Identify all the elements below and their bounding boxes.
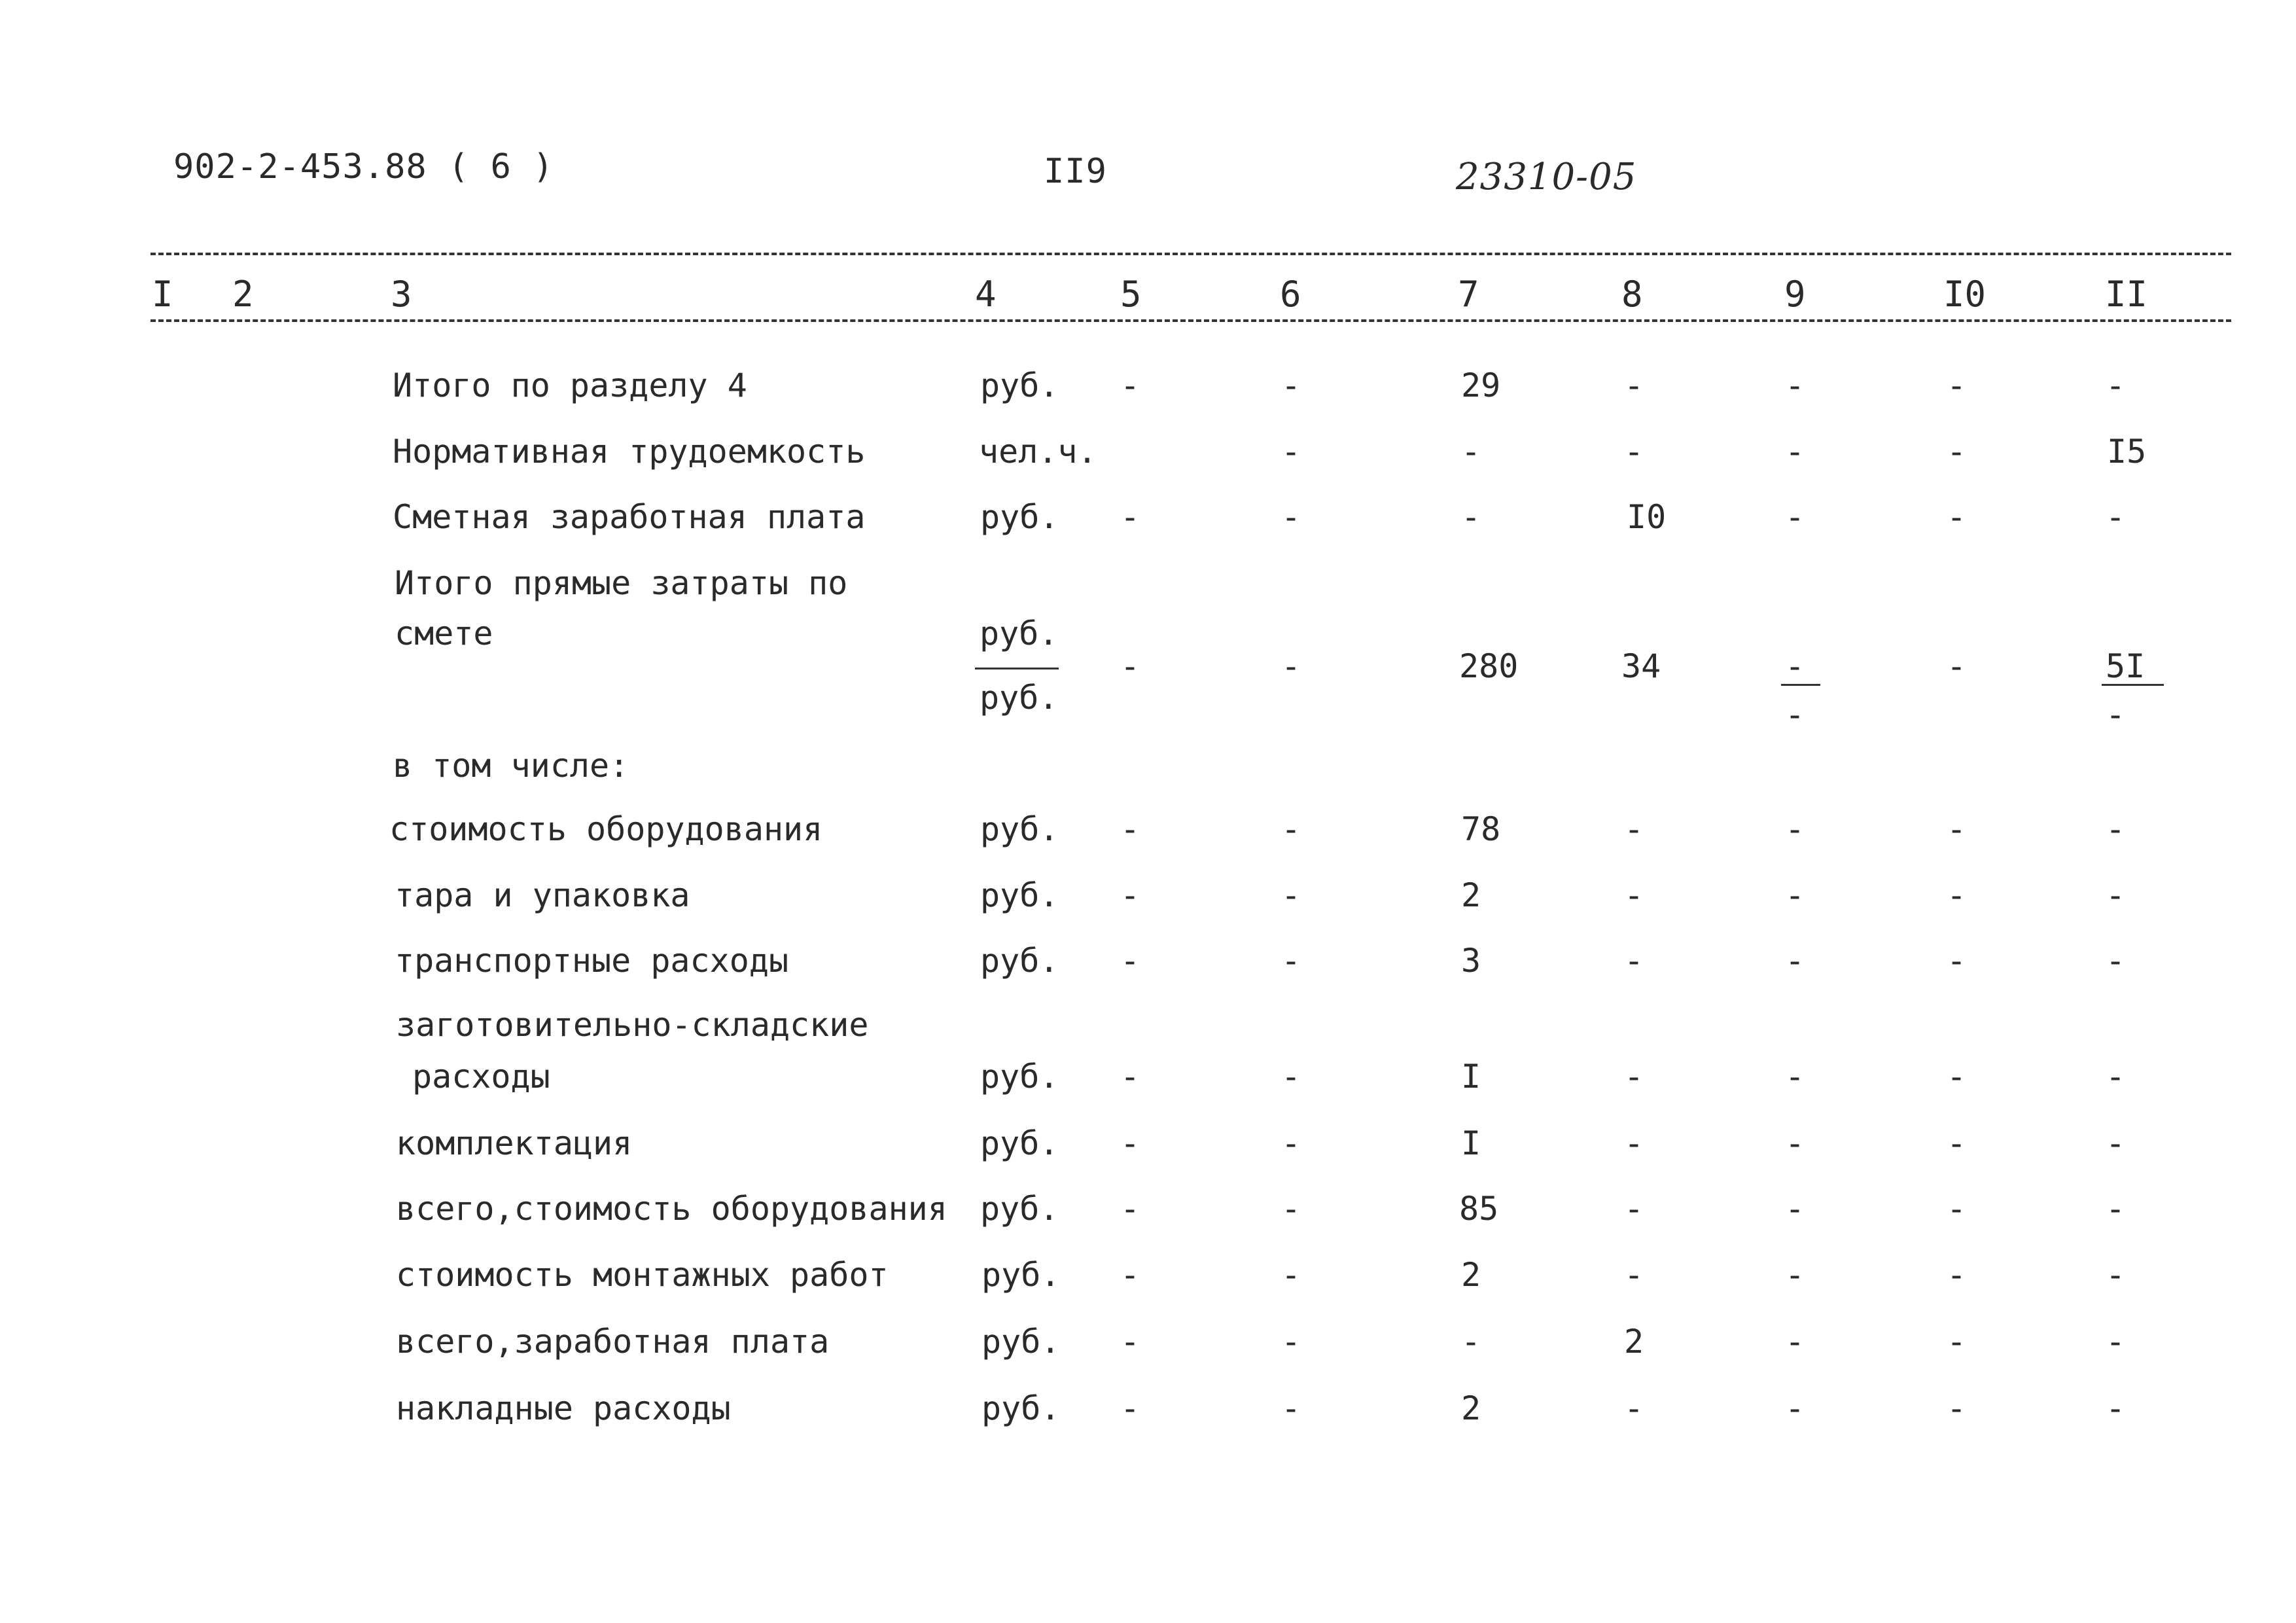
page-number: II9	[1044, 152, 1107, 191]
column-number-4: 4	[975, 274, 997, 315]
value-cell: -	[1281, 366, 1301, 404]
row-label: всего,заработная плата	[396, 1323, 830, 1361]
value-cell: -	[1281, 433, 1301, 471]
unit-cell-top: руб.	[980, 615, 1059, 652]
value-cell: -	[1947, 647, 1967, 685]
value-cell: 29	[1461, 366, 1501, 404]
value-cell: -	[1624, 1389, 1644, 1427]
value-cell: -	[1281, 647, 1301, 685]
unit-cell: руб.	[980, 1190, 1059, 1228]
value-cell: -	[1120, 810, 1140, 848]
value-cell: -	[2106, 366, 2126, 404]
value-cell: -	[1785, 942, 1805, 980]
value-cell: -	[2106, 1124, 2126, 1162]
value-cell: -	[1947, 366, 1967, 404]
unit-cell: руб.	[980, 810, 1059, 848]
value-cell: -	[1120, 1389, 1140, 1427]
value-cell: 34	[1621, 647, 1661, 685]
value-cell: 2	[1461, 1256, 1481, 1294]
row-label: в том числе:	[393, 747, 629, 785]
column-number-7: 7	[1458, 274, 1479, 315]
row-label: стоимость оборудования	[389, 810, 823, 848]
value-cell: I	[1461, 1058, 1481, 1096]
value-cell: -	[1120, 1323, 1140, 1361]
column-number-5: 5	[1120, 274, 1142, 315]
header-rule-top	[150, 253, 2231, 255]
value-cell: -	[1947, 1058, 1967, 1096]
value-cell: -	[1281, 876, 1301, 914]
row-label: Нормативная трудоемкость	[393, 433, 866, 471]
row-label: накладные расходы	[396, 1389, 731, 1427]
archive-number: 23310-05	[1456, 156, 1637, 198]
value-cell-bottom: -	[1785, 696, 1805, 734]
column-number-6: 6	[1280, 274, 1301, 315]
row-label-line2: расходы	[412, 1058, 550, 1096]
column-number-3: 3	[391, 274, 412, 315]
unit-cell: руб.	[980, 1124, 1059, 1162]
row-label-line1: заготовительно-складские	[396, 1006, 869, 1044]
value-cell: -	[1624, 1058, 1644, 1096]
value-cell: -	[1785, 876, 1805, 914]
value-cell: -	[2106, 1389, 2126, 1427]
value-cell: -	[1120, 498, 1140, 536]
value-cell: -	[1281, 1124, 1301, 1162]
value-cell: -	[1120, 647, 1140, 685]
value-cell: -	[1785, 433, 1805, 471]
value-cell: -	[1947, 876, 1967, 914]
value-cell: 2	[1461, 876, 1481, 914]
value-cell: -	[1624, 366, 1644, 404]
unit-cell: руб.	[981, 1256, 1061, 1294]
value-cell: -	[2106, 876, 2126, 914]
value-cell: 2	[1461, 1389, 1481, 1427]
value-cell: -	[1785, 498, 1805, 536]
fraction-line	[975, 668, 1059, 669]
value-cell: -	[1624, 876, 1644, 914]
value-cell: -	[1281, 942, 1301, 980]
value-cell: -	[1947, 1389, 1967, 1427]
value-cell: -	[2106, 1058, 2126, 1096]
value-cell: 2	[1624, 1323, 1644, 1361]
unit-cell-bottom: руб.	[980, 679, 1059, 717]
value-cell: -	[1281, 810, 1301, 848]
value-cell: -	[1947, 810, 1967, 848]
value-cell: -	[2106, 810, 2126, 848]
value-cell: I5	[2107, 433, 2147, 471]
value-cell: I0	[1627, 498, 1667, 536]
unit-cell: руб.	[980, 1058, 1059, 1096]
row-label: тара и упаковка	[395, 876, 690, 914]
header-rule-bottom	[150, 319, 2231, 322]
value-cell: -	[1281, 1323, 1301, 1361]
unit-cell: руб.	[980, 876, 1059, 914]
value-cell: I	[1461, 1124, 1481, 1162]
value-cell: -	[1120, 1124, 1140, 1162]
value-cell: -	[1785, 1190, 1805, 1228]
row-label: комплектация	[396, 1124, 633, 1162]
fraction-line	[1781, 684, 1820, 686]
value-cell: -	[1947, 1190, 1967, 1228]
value-cell: -	[1281, 1190, 1301, 1228]
value-cell-bottom: -	[2106, 696, 2126, 734]
value-cell-top: -	[1785, 647, 1805, 685]
value-cell: -	[1461, 498, 1481, 536]
value-cell: -	[1947, 1323, 1967, 1361]
value-cell: -	[1785, 1389, 1805, 1427]
value-cell: -	[1281, 1058, 1301, 1096]
value-cell: -	[1461, 1323, 1481, 1361]
value-cell: -	[1624, 942, 1644, 980]
row-label: Итого по разделу 4	[393, 366, 747, 404]
value-cell: -	[1947, 942, 1967, 980]
value-cell: -	[1785, 1323, 1805, 1361]
unit-cell: руб.	[981, 1389, 1061, 1427]
value-cell: -	[1120, 1256, 1140, 1294]
fraction-line	[2102, 684, 2164, 686]
value-cell: -	[1281, 1389, 1301, 1427]
column-number-11: II	[2105, 274, 2148, 315]
value-cell: -	[2106, 498, 2126, 536]
value-cell: -	[2106, 1190, 2126, 1228]
column-number-1: I	[152, 274, 173, 315]
unit-cell: руб.	[980, 942, 1059, 980]
value-cell: -	[2106, 1256, 2126, 1294]
value-cell: -	[1624, 1124, 1644, 1162]
value-cell: -	[1120, 876, 1140, 914]
value-cell: -	[2106, 1323, 2126, 1361]
value-cell: -	[1120, 942, 1140, 980]
value-cell: -	[1947, 498, 1967, 536]
document-code: 902-2-453.88 ( 6 )	[173, 147, 554, 187]
row-label: Сметная заработная плата	[393, 498, 866, 536]
unit-cell: руб.	[981, 1323, 1061, 1361]
value-cell: -	[1785, 366, 1805, 404]
value-cell: 85	[1459, 1190, 1499, 1228]
column-number-2: 2	[232, 274, 254, 315]
value-cell: -	[1785, 810, 1805, 848]
value-cell: -	[1281, 498, 1301, 536]
value-cell: 3	[1461, 942, 1481, 980]
value-cell: -	[1947, 1256, 1967, 1294]
value-cell: -	[1785, 1256, 1805, 1294]
row-label-line1: Итого прямые затраты по	[395, 564, 848, 602]
value-cell: -	[1281, 1256, 1301, 1294]
value-cell: -	[1785, 1124, 1805, 1162]
column-number-10: I0	[1943, 274, 1987, 315]
value-cell: -	[1120, 1190, 1140, 1228]
column-number-9: 9	[1784, 274, 1806, 315]
value-cell: 280	[1459, 647, 1519, 685]
column-number-8: 8	[1621, 274, 1643, 315]
row-label-line2: смете	[395, 615, 493, 652]
row-label: стоимость монтажных работ	[396, 1256, 889, 1294]
value-cell: -	[1785, 1058, 1805, 1096]
value-cell-top: 5I	[2106, 647, 2146, 685]
value-cell: -	[1624, 810, 1644, 848]
unit-cell: чел.ч.	[979, 433, 1097, 471]
unit-cell: руб.	[980, 366, 1059, 404]
unit-cell: руб.	[980, 498, 1059, 536]
value-cell: 78	[1461, 810, 1501, 848]
value-cell: -	[1947, 433, 1967, 471]
value-cell: -	[2106, 942, 2126, 980]
value-cell: -	[1120, 366, 1140, 404]
value-cell: -	[1624, 1190, 1644, 1228]
value-cell: -	[1947, 1124, 1967, 1162]
value-cell: -	[1624, 1256, 1644, 1294]
value-cell: -	[1624, 433, 1644, 471]
value-cell: -	[1461, 433, 1481, 471]
value-cell: -	[1120, 1058, 1140, 1096]
row-label: всего,стоимость оборудования	[396, 1190, 947, 1228]
row-label: транспортные расходы	[395, 942, 789, 980]
